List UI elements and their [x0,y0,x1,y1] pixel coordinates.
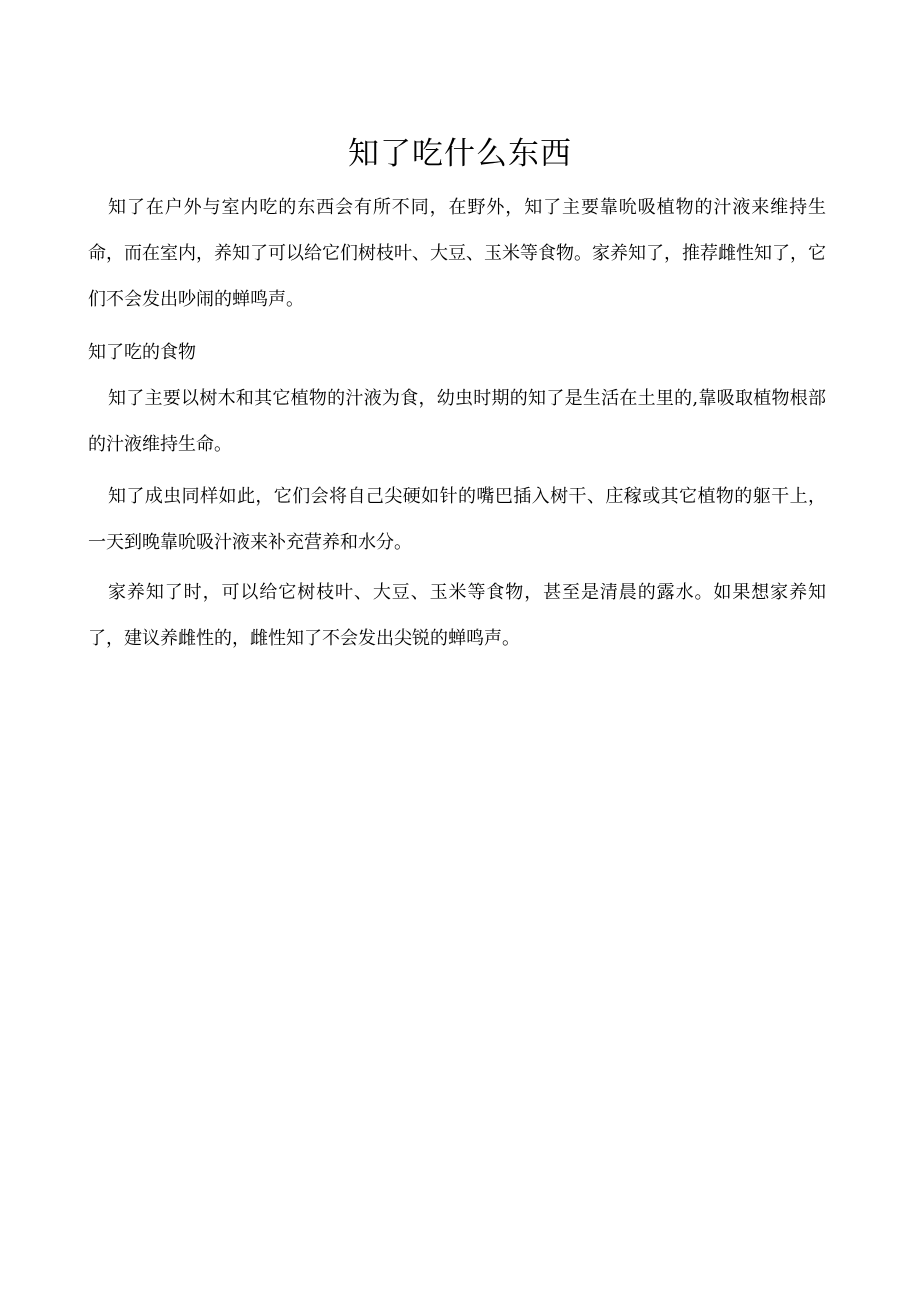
intro-paragraph: 知了在户外与室内吃的东西会有所不同，在野外，知了主要靠吮吸植物的汁液来维持生命，而在室内，养知了可以给它们树枝叶、大豆、玉米等食物。家养知了，推荐雌性知了，它们不会发出吵闹的蝉鸣声。 [88,197,826,310]
food-paragraph-3: 家养知了时，可以给它树枝叶、大豆、玉米等食物，甚至是清晨的露水。如果想家养知了，建议养雌性的，雌性知了不会发出尖锐的蝉鸣声。 [88,582,826,649]
section-subheading: 知了吃的食物 [88,342,196,363]
food-paragraph-1: 知了主要以树木和其它植物的汁液为食，幼虫时期的知了是生活在土里的,靠吸取植物根部的汁液维持生命。 [88,388,826,455]
page-title: 知了吃什么东西 [348,136,572,172]
food-paragraph-2: 知了成虫同样如此，它们会将自己尖硬如针的嘴巴插入树干、庄稼或其它植物的躯干上，一天到晚靠吮吸汁液来补充营养和水分。 [88,486,826,553]
